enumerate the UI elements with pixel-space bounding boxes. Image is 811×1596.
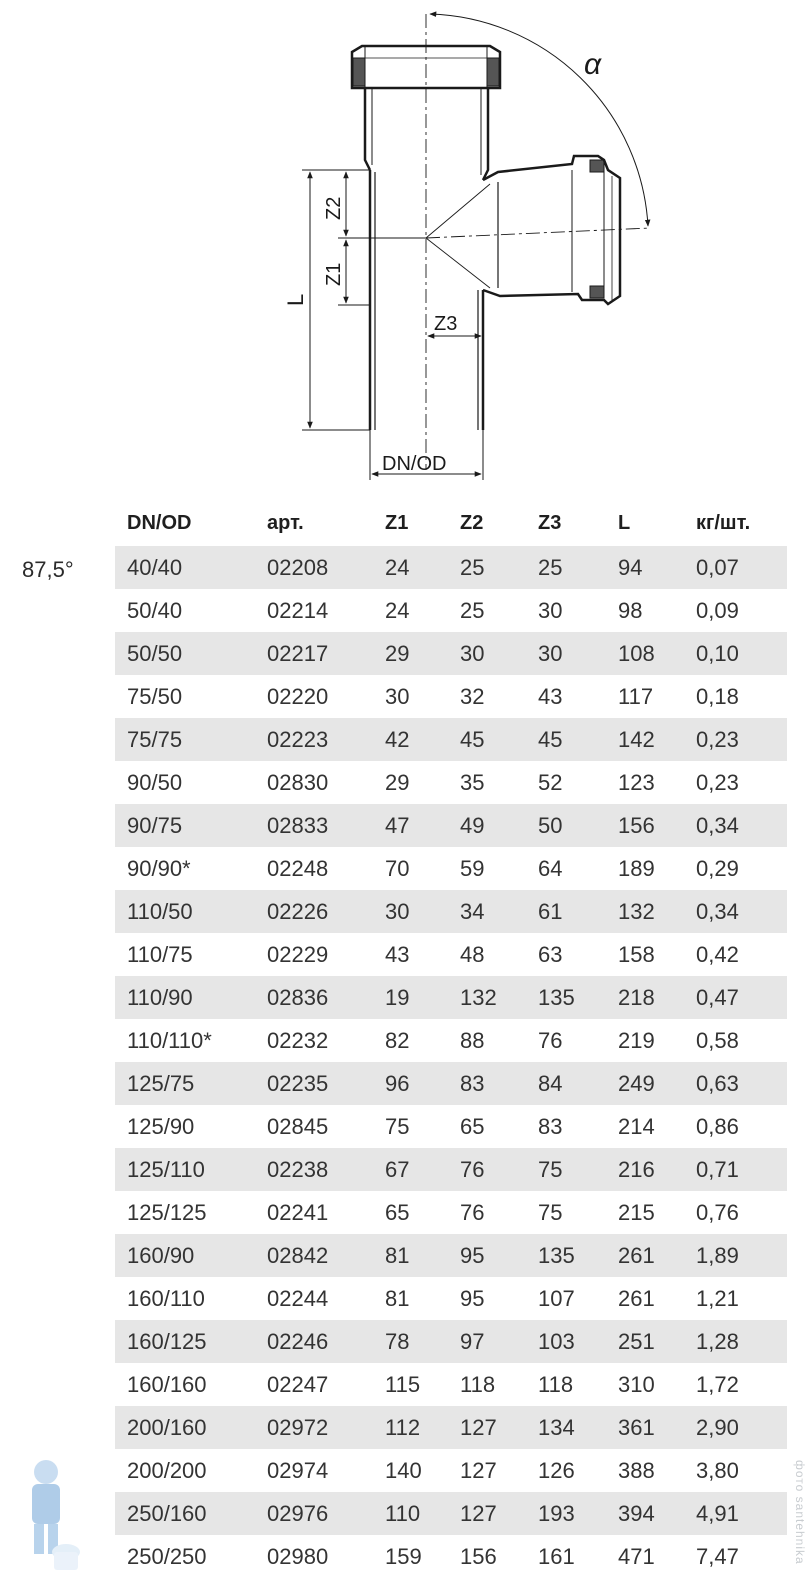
angle-symbol: α xyxy=(584,48,602,81)
table-cell: 160/125 xyxy=(115,1320,255,1363)
table-cell: 250/160 xyxy=(115,1492,255,1535)
column-header: Z3 xyxy=(538,511,562,534)
table-cell: 78 xyxy=(373,1320,448,1363)
table-cell: 218 xyxy=(606,976,684,1019)
table-cell: 02833 xyxy=(255,804,373,847)
table-cell: 215 xyxy=(606,1191,684,1234)
table-cell: 118 xyxy=(526,1363,606,1406)
table-cell: 75/75 xyxy=(115,718,255,761)
table-cell: 219 xyxy=(606,1019,684,1062)
dim-label-z3: Z3 xyxy=(434,313,458,335)
table-cell: 02223 xyxy=(255,718,373,761)
table-row xyxy=(115,933,787,976)
table-row xyxy=(115,890,787,933)
table-cell: 59 xyxy=(448,847,526,890)
table-cell: 25 xyxy=(526,546,606,589)
table-cell: 107 xyxy=(526,1277,606,1320)
table-cell: 3,80 xyxy=(684,1449,787,1492)
table-cell: 61 xyxy=(526,890,606,933)
table-cell: 127 xyxy=(448,1406,526,1449)
table-cell: 96 xyxy=(373,1062,448,1105)
table-cell: 261 xyxy=(606,1277,684,1320)
table-row xyxy=(115,632,787,675)
table-cell: 251 xyxy=(606,1320,684,1363)
table-cell: 0,34 xyxy=(684,804,787,847)
table-cell: 83 xyxy=(448,1062,526,1105)
table-cell: 135 xyxy=(526,1234,606,1277)
table-cell: 25 xyxy=(448,589,526,632)
table-cell: 90/90* xyxy=(115,847,255,890)
table-cell: 02217 xyxy=(255,632,373,675)
column-header: кг/шт. xyxy=(696,511,751,534)
table-cell: 67 xyxy=(373,1148,448,1191)
table-row xyxy=(115,1191,787,1234)
table-cell: 90/50 xyxy=(115,761,255,804)
table-cell: 0,63 xyxy=(684,1062,787,1105)
table-cell: 50/40 xyxy=(115,589,255,632)
table-cell: 50/50 xyxy=(115,632,255,675)
specification-table xyxy=(115,500,787,1578)
plumber-mascot-logo xyxy=(4,1454,88,1576)
table-cell: 02229 xyxy=(255,933,373,976)
table-cell: 388 xyxy=(606,1449,684,1492)
table-cell: 52 xyxy=(526,761,606,804)
table-cell: 02246 xyxy=(255,1320,373,1363)
table-cell: 0,34 xyxy=(684,890,787,933)
table-row xyxy=(115,1535,787,1578)
table-cell: 140 xyxy=(373,1449,448,1492)
table-cell: 0,18 xyxy=(684,675,787,718)
table-cell: 25 xyxy=(448,546,526,589)
table-cell: 02830 xyxy=(255,761,373,804)
table-cell: 30 xyxy=(526,632,606,675)
table-cell: 81 xyxy=(373,1277,448,1320)
table-cell: 29 xyxy=(373,632,448,675)
column-header: L xyxy=(618,511,631,534)
table-cell: 127 xyxy=(448,1492,526,1535)
column-header: Z1 xyxy=(385,511,409,534)
table-cell: 83 xyxy=(526,1105,606,1148)
table-cell: 35 xyxy=(448,761,526,804)
table-cell: 125/75 xyxy=(115,1062,255,1105)
seal-rings xyxy=(353,58,604,298)
table-cell: 02238 xyxy=(255,1148,373,1191)
table-cell: 02842 xyxy=(255,1234,373,1277)
table-cell: 88 xyxy=(448,1019,526,1062)
table-row xyxy=(115,718,787,761)
table-row xyxy=(115,589,787,632)
table-cell: 0,07 xyxy=(684,546,787,589)
table-cell: 02980 xyxy=(255,1535,373,1578)
table-cell: 02836 xyxy=(255,976,373,1019)
table-cell: 75 xyxy=(526,1148,606,1191)
table-cell: 158 xyxy=(606,933,684,976)
table-cell: 471 xyxy=(606,1535,684,1578)
table-cell: 103 xyxy=(526,1320,606,1363)
table-cell: 0,58 xyxy=(684,1019,787,1062)
table-cell: 98 xyxy=(606,589,684,632)
table-cell: 394 xyxy=(606,1492,684,1535)
table-cell: 126 xyxy=(526,1449,606,1492)
table-cell: 159 xyxy=(373,1535,448,1578)
table-cell: 249 xyxy=(606,1062,684,1105)
table-row xyxy=(115,546,787,589)
table-cell: 0,71 xyxy=(684,1148,787,1191)
table-cell: 63 xyxy=(526,933,606,976)
table-cell: 1,21 xyxy=(684,1277,787,1320)
table-cell: 75 xyxy=(526,1191,606,1234)
table-cell: 48 xyxy=(448,933,526,976)
table-cell: 110/110* xyxy=(115,1019,255,1062)
table-cell: 02247 xyxy=(255,1363,373,1406)
table-cell: 132 xyxy=(448,976,526,1019)
table-row xyxy=(115,761,787,804)
table-cell: 43 xyxy=(373,933,448,976)
table-cell: 19 xyxy=(373,976,448,1019)
table-cell: 0,47 xyxy=(684,976,787,1019)
table-cell: 134 xyxy=(526,1406,606,1449)
table-header-row xyxy=(115,500,787,546)
table-cell: 310 xyxy=(606,1363,684,1406)
table-row xyxy=(115,1363,787,1406)
table-cell: 200/160 xyxy=(115,1406,255,1449)
table-cell: 45 xyxy=(448,718,526,761)
table-cell: 02235 xyxy=(255,1062,373,1105)
table-cell: 189 xyxy=(606,847,684,890)
dim-label-z2: Z2 xyxy=(323,196,345,220)
table-cell: 65 xyxy=(448,1105,526,1148)
table-cell: 125/125 xyxy=(115,1191,255,1234)
table-cell: 02976 xyxy=(255,1492,373,1535)
table-cell: 97 xyxy=(448,1320,526,1363)
table-cell: 30 xyxy=(373,675,448,718)
table-cell: 42 xyxy=(373,718,448,761)
table-cell: 76 xyxy=(448,1148,526,1191)
center-lines xyxy=(426,14,650,470)
column-header: арт. xyxy=(267,511,304,534)
table-cell: 02232 xyxy=(255,1019,373,1062)
table-cell: 108 xyxy=(606,632,684,675)
table-cell: 40/40 xyxy=(115,546,255,589)
table-cell: 02214 xyxy=(255,589,373,632)
table-cell: 30 xyxy=(373,890,448,933)
table-row xyxy=(115,1234,787,1277)
table-cell: 94 xyxy=(606,546,684,589)
table-cell: 43 xyxy=(526,675,606,718)
table-cell: 1,28 xyxy=(684,1320,787,1363)
table-row xyxy=(115,1277,787,1320)
table-cell: 75 xyxy=(373,1105,448,1148)
table-cell: 95 xyxy=(448,1234,526,1277)
table-cell: 02244 xyxy=(255,1277,373,1320)
table-cell: 02220 xyxy=(255,675,373,718)
tee-fitting-drawing xyxy=(0,0,811,490)
table-row xyxy=(115,1320,787,1363)
table-cell: 250/250 xyxy=(115,1535,255,1578)
table-cell: 75/50 xyxy=(115,675,255,718)
table-cell: 0,42 xyxy=(684,933,787,976)
dim-label-dn-od: DN/OD xyxy=(382,453,447,475)
table-cell: 127 xyxy=(448,1449,526,1492)
table-cell: 117 xyxy=(606,675,684,718)
table-row xyxy=(115,1406,787,1449)
table-cell: 161 xyxy=(526,1535,606,1578)
branch-pipe xyxy=(483,156,620,304)
table-cell: 70 xyxy=(373,847,448,890)
table-cell: 0,09 xyxy=(684,589,787,632)
table-cell: 02226 xyxy=(255,890,373,933)
table-row xyxy=(115,1148,787,1191)
table-cell: 76 xyxy=(526,1019,606,1062)
table-cell: 1,89 xyxy=(684,1234,787,1277)
side-watermark: фото santehnika xyxy=(793,1460,807,1565)
table-cell: 45 xyxy=(526,718,606,761)
table-cell: 156 xyxy=(448,1535,526,1578)
table-cell: 95 xyxy=(448,1277,526,1320)
table-row xyxy=(115,847,787,890)
table-cell: 110/50 xyxy=(115,890,255,933)
table-cell: 02845 xyxy=(255,1105,373,1148)
table-cell: 160/90 xyxy=(115,1234,255,1277)
table-cell: 0,76 xyxy=(684,1191,787,1234)
table-cell: 65 xyxy=(373,1191,448,1234)
table-cell: 49 xyxy=(448,804,526,847)
table-cell: 34 xyxy=(448,890,526,933)
table-cell: 135 xyxy=(526,976,606,1019)
table-row xyxy=(115,1105,787,1148)
table-cell: 125/110 xyxy=(115,1148,255,1191)
table-cell: 64 xyxy=(526,847,606,890)
table-cell: 02972 xyxy=(255,1406,373,1449)
table-cell: 132 xyxy=(606,890,684,933)
table-cell: 142 xyxy=(606,718,684,761)
table-cell: 193 xyxy=(526,1492,606,1535)
table-cell: 02248 xyxy=(255,847,373,890)
table-cell: 7,47 xyxy=(684,1535,787,1578)
table-cell: 261 xyxy=(606,1234,684,1277)
table-row xyxy=(115,1449,787,1492)
column-header: DN/OD xyxy=(127,511,192,534)
table-cell: 200/200 xyxy=(115,1449,255,1492)
table-cell: 90/75 xyxy=(115,804,255,847)
table-cell: 82 xyxy=(373,1019,448,1062)
table-cell: 0,23 xyxy=(684,718,787,761)
table-cell: 110/90 xyxy=(115,976,255,1019)
table-cell: 29 xyxy=(373,761,448,804)
table-cell: 160/110 xyxy=(115,1277,255,1320)
table-cell: 76 xyxy=(448,1191,526,1234)
table-cell: 2,90 xyxy=(684,1406,787,1449)
table-cell: 115 xyxy=(373,1363,448,1406)
table-cell: 47 xyxy=(373,804,448,847)
table-cell: 112 xyxy=(373,1406,448,1449)
table-cell: 0,10 xyxy=(684,632,787,675)
table-cell: 02974 xyxy=(255,1449,373,1492)
table-row xyxy=(115,1062,787,1105)
table-cell: 30 xyxy=(448,632,526,675)
table-cell: 160/160 xyxy=(115,1363,255,1406)
table-cell: 02208 xyxy=(255,546,373,589)
table-cell: 123 xyxy=(606,761,684,804)
dim-label-z1: Z1 xyxy=(323,262,345,286)
table-cell: 30 xyxy=(526,589,606,632)
table-row xyxy=(115,675,787,718)
table-row xyxy=(115,1019,787,1062)
table-cell: 24 xyxy=(373,546,448,589)
table-row xyxy=(115,804,787,847)
table-cell: 32 xyxy=(448,675,526,718)
table-cell: 216 xyxy=(606,1148,684,1191)
table-cell: 02241 xyxy=(255,1191,373,1234)
angle-label: 87,5° xyxy=(22,557,74,582)
table-cell: 4,91 xyxy=(684,1492,787,1535)
dim-label-l: L xyxy=(283,293,308,306)
table-cell: 214 xyxy=(606,1105,684,1148)
table-row xyxy=(115,1492,787,1535)
table-cell: 1,72 xyxy=(684,1363,787,1406)
table-cell: 361 xyxy=(606,1406,684,1449)
table-cell: 24 xyxy=(373,589,448,632)
table-cell: 125/90 xyxy=(115,1105,255,1148)
table-cell: 0,29 xyxy=(684,847,787,890)
table-cell: 50 xyxy=(526,804,606,847)
table-cell: 118 xyxy=(448,1363,526,1406)
table-cell: 110/75 xyxy=(115,933,255,976)
table-cell: 156 xyxy=(606,804,684,847)
column-header: Z2 xyxy=(460,511,484,534)
table-row xyxy=(115,976,787,1019)
table-cell: 81 xyxy=(373,1234,448,1277)
table-cell: 0,86 xyxy=(684,1105,787,1148)
table-cell: 0,23 xyxy=(684,761,787,804)
table-cell: 84 xyxy=(526,1062,606,1105)
table-cell: 110 xyxy=(373,1492,448,1535)
